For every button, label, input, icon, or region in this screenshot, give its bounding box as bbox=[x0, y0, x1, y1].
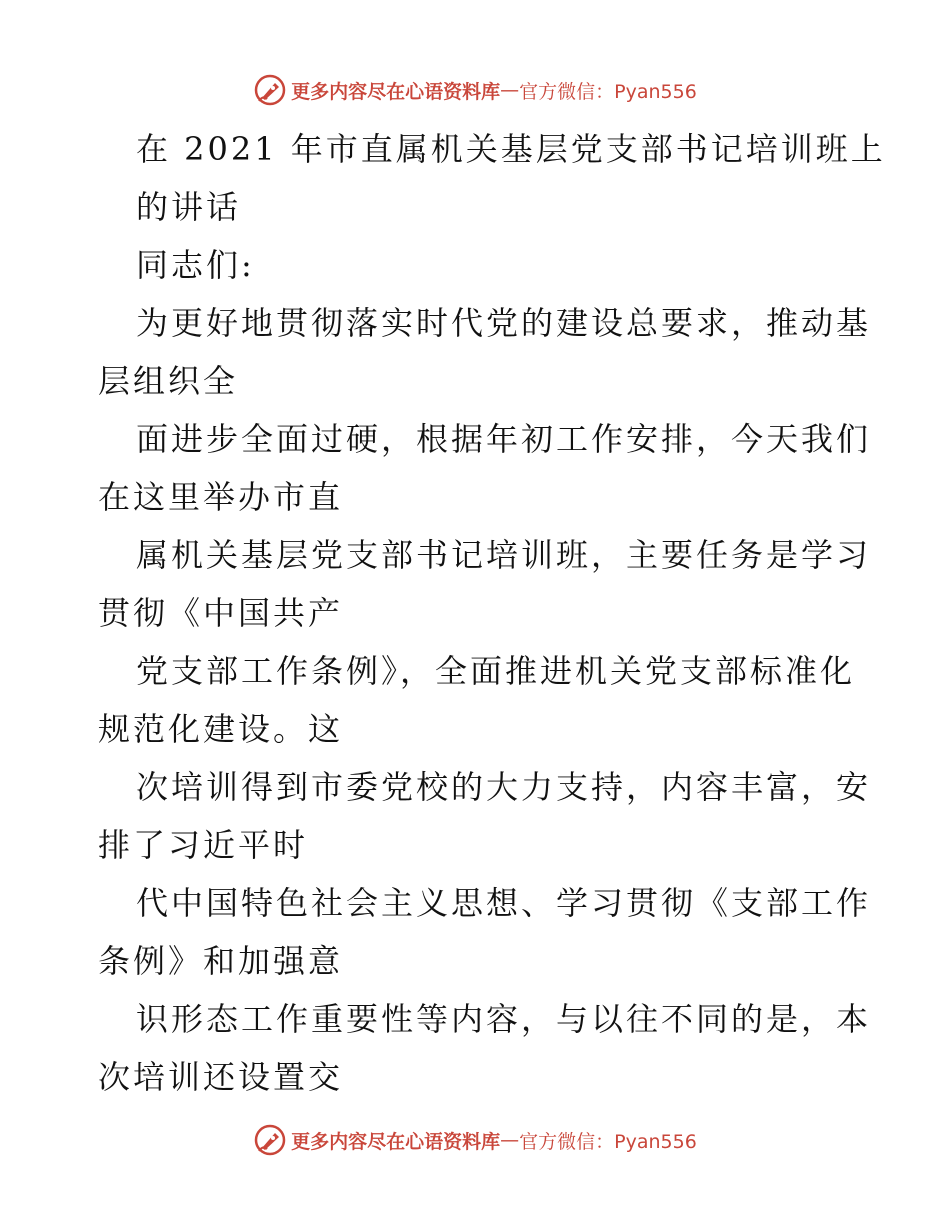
pen-nib-logo-icon bbox=[253, 1123, 287, 1157]
document-line: 党支部工作条例》，全面推进机关党支部标准化 bbox=[136, 652, 856, 690]
document-line: 属机关基层党支部书记培训班，主要任务是学习 bbox=[136, 536, 872, 574]
document-line: 的讲话 bbox=[136, 188, 242, 226]
banner-wechat-text: 官方微信：Pyan556 bbox=[519, 80, 697, 103]
document-line: 贯彻《中国共产 bbox=[98, 594, 344, 632]
document-line: 层组织全 bbox=[98, 362, 239, 400]
document-line: 为更好地贯彻落实时代党的建设总要求，推动基 bbox=[136, 304, 872, 342]
document-line: 代中国特色社会主义思想、学习贯彻《支部工作 bbox=[136, 884, 872, 922]
banner-lead-text: 更多内容尽在心语资料库 bbox=[291, 80, 501, 103]
header-watermark-banner bbox=[0, 70, 950, 110]
document-body bbox=[98, 120, 886, 1106]
document-line: 规范化建设。这 bbox=[98, 710, 344, 748]
document-line: 排了习近平时 bbox=[98, 826, 309, 864]
footer-watermark-banner bbox=[0, 1120, 950, 1160]
document-line: 条例》和加强意 bbox=[98, 942, 344, 980]
document-line: 面进步全面过硬，根据年初工作安排，今天我们 bbox=[136, 420, 872, 458]
banner-dash: — bbox=[500, 79, 520, 101]
document-line: 次培训得到市委党校的大力支持，内容丰富，安 bbox=[136, 768, 872, 806]
pen-nib-logo-icon bbox=[253, 73, 287, 107]
document-line: 同志们: bbox=[136, 246, 255, 284]
document-line: 在这里举办市直 bbox=[98, 478, 344, 516]
document-line: 在 2021 年市直属机关基层党支部书记培训班上 bbox=[136, 130, 886, 168]
banner-wechat-text: 官方微信：Pyan556 bbox=[519, 1130, 697, 1153]
document-line: 次培训还设置交 bbox=[98, 1058, 344, 1096]
banner-dash: — bbox=[500, 1129, 520, 1151]
document-line: 识形态工作重要性等内容，与以往不同的是，本 bbox=[136, 1000, 872, 1038]
banner-lead-text: 更多内容尽在心语资料库 bbox=[291, 1130, 501, 1153]
